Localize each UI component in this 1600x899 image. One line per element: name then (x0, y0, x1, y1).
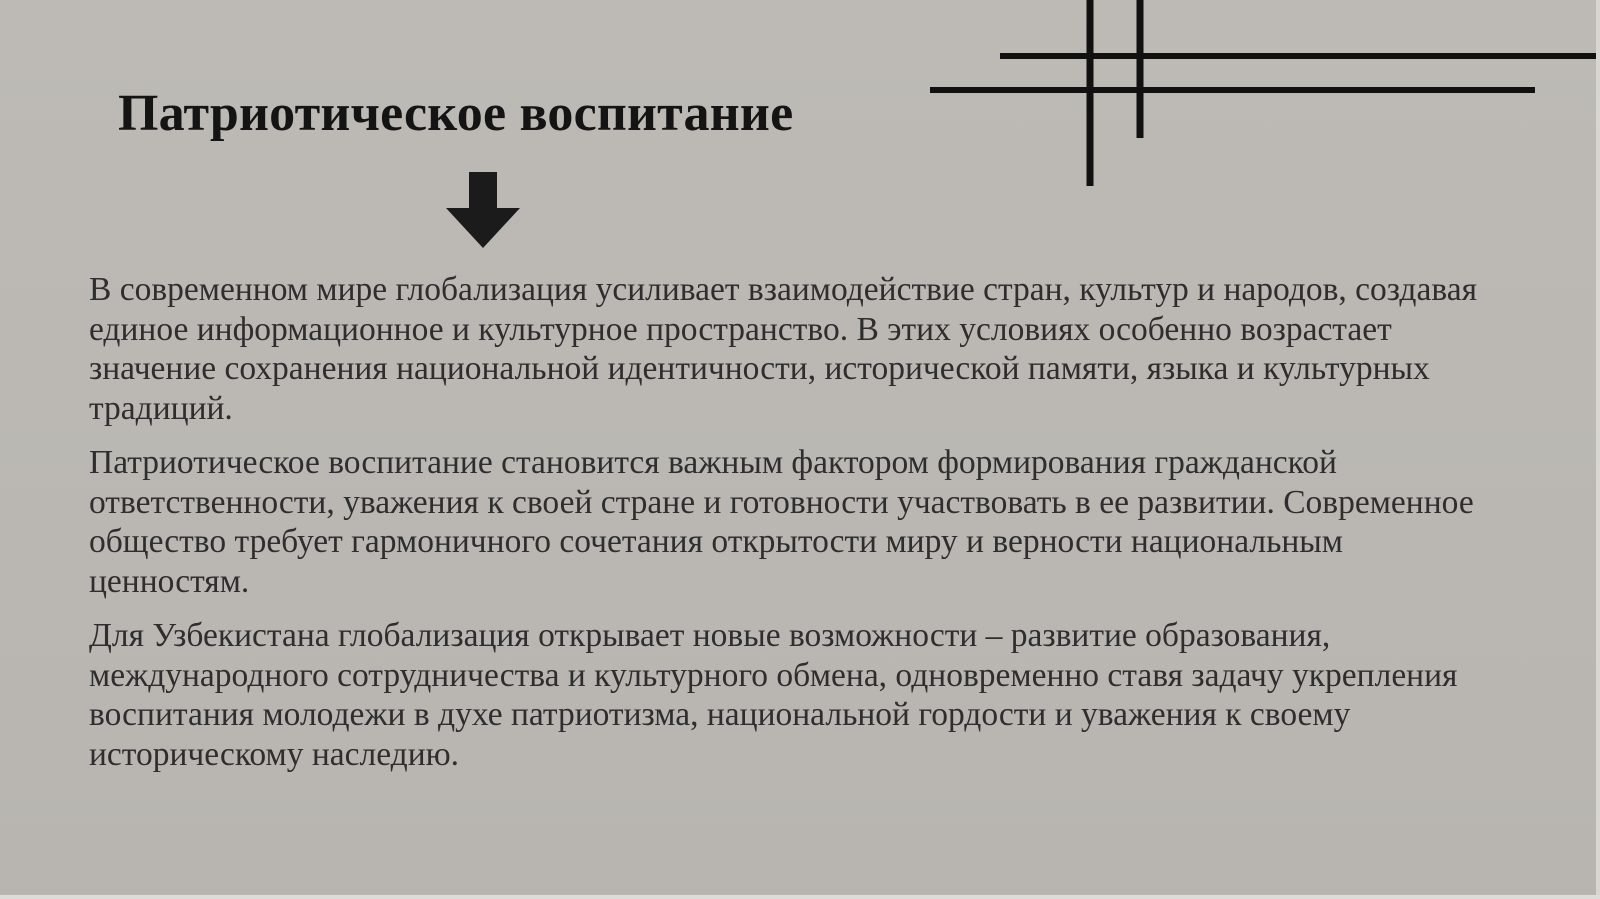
paragraph-patriotic-education: Патриотическое воспитание становится важным фактором формирования гражданской ответственности, уважения к своей стране и готовности участвовать в ее развитии. Современное общество требует гармоничного сочетания открытости миру и верности национальным ценностям. (89, 444, 1474, 600)
slide-title: Патриотическое воспитание (118, 85, 794, 142)
slide-body (89, 270, 1509, 789)
down-arrow-icon (446, 172, 520, 248)
bottom-edge (0, 895, 1600, 899)
paragraph-globalization: В современном мире глобализация усиливает взаимодействие стран, культур и народов, создавая единое информационное и культурное пространство. В этих условиях особенно возрастает значение сохранения национальной идентичности, исторической памяти, языка и культурных традиций. (89, 271, 1477, 427)
paragraph-uzbekistan: Для Узбекистана глобализация открывает новые возможности – развитие образования, международного сотрудничества и культурного обмена, одновременно ставя задачу укрепления воспитания молодежи в духе патриотизма, национальной гордости и уважения к своему историческому наследию. (89, 617, 1458, 773)
crossed-lines-decoration (930, 0, 1600, 190)
right-edge (1596, 0, 1600, 899)
